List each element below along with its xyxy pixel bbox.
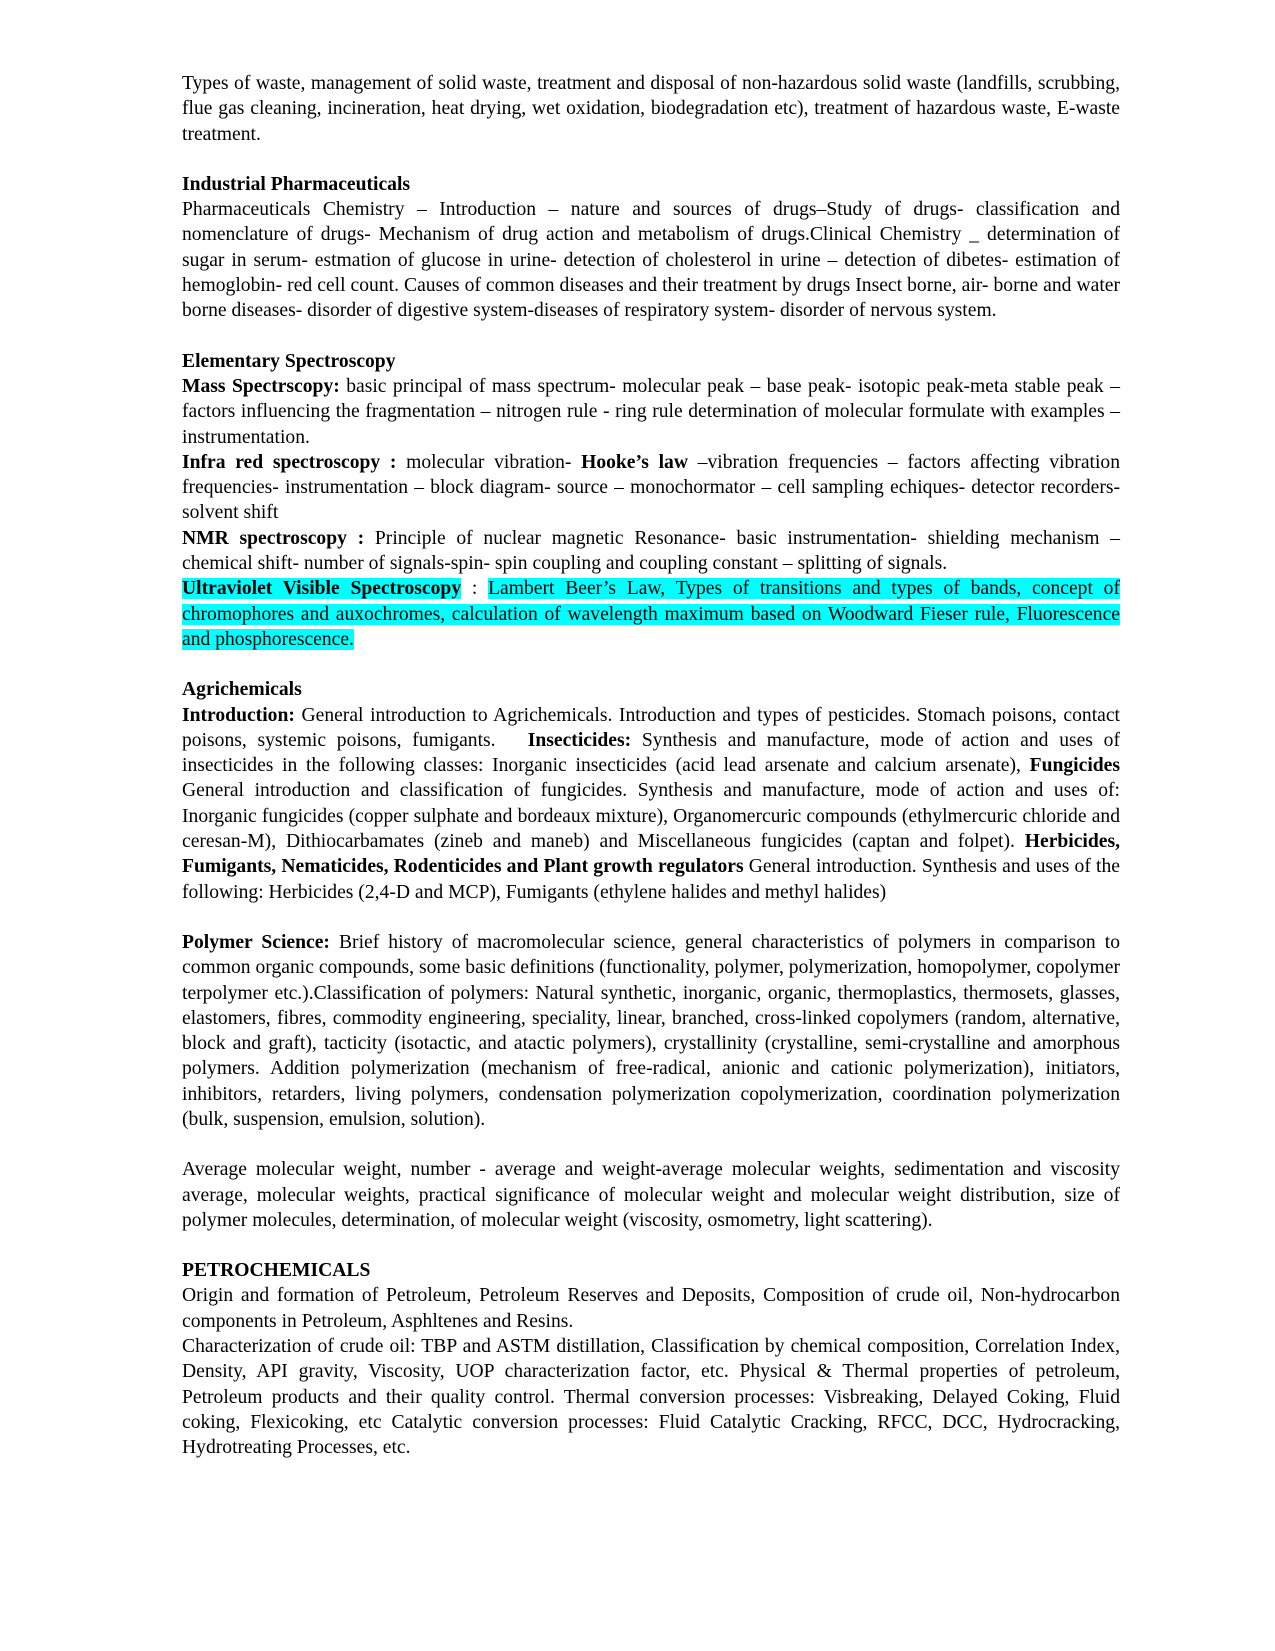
waste-paragraph: Types of waste, management of solid waste, treatment and disposal of non-hazardous solid waste (landfills, scrubbing, flue gas cleaning, incineration, heat drying, wet oxidation, biodegradation etc), treatment of hazardous waste, E-waste treatment. <box>182 73 1120 145</box>
fungicides-label: Fungicides <box>1029 755 1120 777</box>
nmr-spectroscopy-text: Principle of nuclear magnetic Resonance- basic instrumentation- shielding mechanism – chemical shift- number of signals-spin- spin coupling and coupling constant – splitting of signals. <box>182 527 1120 575</box>
ir-spectroscopy-paragraph <box>182 450 1120 526</box>
petrochemicals-paragraph-1: Origin and formation of Petroleum, Petroleum Reserves and Deposits, Composition of crude oil, Non-hydrocarbon components in Petroleum, Asphltenes and Resins. <box>182 1285 1120 1332</box>
petrochemicals-heading: PETROCHEMICALS <box>182 1260 371 1282</box>
uv-spectroscopy-label: Ultraviolet Visible Spectroscopy <box>182 578 462 600</box>
molecular-weight-paragraph: Average molecular weight, number - average and weight-average molecular weights, sedimentation and viscosity average, molecular weights, practical significance of molecular weight and molecular weight distribution, size of polymer molecules, determination, of molecular weight (viscosity, osmometry, light scattering). <box>182 1159 1120 1231</box>
introduction-text: General introduction to Agrichemicals. Introduction and types of pesticides. Stomach poisons, contact poisons, systemic poisons, fumigants. <box>182 704 1125 751</box>
nmr-spectroscopy-paragraph <box>182 526 1120 577</box>
spacer <box>182 652 1120 677</box>
insecticides-text: Synthesis and manufacture, mode of action and uses of insecticides in the following classes: Inorganic insecticides (acid lead arsenate and calcium arsenate), <box>182 729 1120 777</box>
spacer <box>182 905 1120 930</box>
polymer-science-label: Polymer Science: <box>182 931 330 953</box>
agrichemicals-heading: Agrichemicals <box>182 679 302 701</box>
agrichemicals-paragraph <box>182 703 1125 905</box>
document-page <box>182 71 1125 1461</box>
uv-colon: : <box>461 578 489 600</box>
ir-spectroscopy-label: Infra red spectroscopy : <box>182 451 397 473</box>
fungicides-text: General introduction and classification of fungicides. Synthesis and manufacture, mode of action and uses of: Inorganic fungicides (copper sulphate and bordeaux mixture), Organomercuric compounds (ethylmercuric chloride and ceresan-M), Dithiocarbamates (zineb and maneb) and Miscellaneous fungicides (captan and folpet). <box>182 780 1120 853</box>
spacer <box>182 1233 1120 1258</box>
uv-spectroscopy-paragraph <box>182 576 1120 652</box>
spacer <box>182 147 1120 172</box>
mass-spectroscopy-label: Mass Spectrscopy: <box>182 375 340 397</box>
introduction-label: Introduction: <box>182 704 295 726</box>
petrochemicals-paragraph-2: Characterization of crude oil: TBP and ASTM distillation, Classification by chemical composition, Correlation Index, Density, API gravity, Viscosity, UOP characterization factor, etc. Physical & Thermal properties of petroleum, Petroleum products and their quality control. Thermal conversion processes: Visbreaking, Delayed Coking, Fluid coking, Flexicoking, etc Catalytic conversion processes: Fluid Catalytic Cracking, RFCC, DCC, Hydrocracking, Hydrotreating Processes, etc. <box>182 1336 1120 1459</box>
spectroscopy-heading: Elementary Spectroscopy <box>182 350 396 372</box>
industrial-pharma-heading: Industrial Pharmaceuticals <box>182 173 411 195</box>
industrial-pharma-paragraph: Pharmaceuticals Chemistry – Introduction – nature and sources of drugs–Study of drugs- classification and nomenclature of drugs- Mechanism of drug action and metabolism of drugs.Clinical Chemistry _ determination of sugar in serum- estmation of glucose in urine- detection of cholesterol in urine – detection of dibetes- estimation of hemoglobin- red cell count. Causes of common diseases and their treatment by drugs Insect borne, air- borne and water borne diseases- disorder of digestive system-diseases of respiratory system- disorder of nervous system. <box>182 199 1120 322</box>
herbicides-text: General introduction. Synthesis and uses of the following: Herbicides (2,4-D and MCP), Fumigants (ethylene halides and methyl halides) <box>182 856 1120 903</box>
hookes-law-label: Hooke’s law <box>581 451 688 473</box>
mass-spectroscopy-paragraph <box>182 374 1120 450</box>
ir-text-part-2: –vibration frequencies – factors affecting vibration frequencies- instrumentation – block diagram- source – monochormator – cell sampling echiques- detector recorders- solvent shift <box>182 451 1121 524</box>
spacer <box>182 1132 1120 1157</box>
mass-spectroscopy-text: basic principal of mass spectrum- molecular peak – base peak- isotopic peak-meta stable peak – factors influencing the fragmentation – nitrogen rule - ring rule determination of molecular formulate with examples – instrumentation. <box>182 375 1120 448</box>
ir-text-part-1: molecular vibration- <box>396 451 582 473</box>
herbicides-label: Herbicides, Fumigants, Nematicides, Rodenticides and Plant growth regulators <box>182 831 1120 878</box>
insecticides-label: Insecticides: <box>527 729 632 751</box>
uv-spectroscopy-text: Lambert Beer’s Law, Types of transitions and types of bands, concept of chromophores and auxochromes, calculation of wavelength maximum based on Woodward Fieser rule, Fluorescence and phosphorescence. <box>182 578 1120 650</box>
spacer <box>182 324 1120 349</box>
nmr-spectroscopy-label: NMR spectroscopy : <box>182 527 365 549</box>
polymer-science-text: Brief history of macromolecular science, general characteristics of polymers in comparison to common organic compounds, some basic definitions (functionality, polymer, polymerization, homopolymer, copolymer terpolymer etc.).Classification of polymers: Natural synthetic, inorganic, organic, thermoplastics, thermosets, glasses, elastomers, fibres, commodity engineering, speciality, linear, branched, cross-linked copolymers (random, alternative, block and graft), tacticity (isotactic, and atactic polymers), crystallinity (crystalline, semi-crystalline and amorphous polymers. Addition polymerization (mechanism of free-radical, anionic and cationic polymerization), initiators, inhibitors, retarders, living polymers, condensation polymerization copolymerization, coordination polymerization (bulk, suspension, emulsion, solution). <box>182 931 1120 1130</box>
polymer-science-paragraph <box>182 930 1120 1132</box>
